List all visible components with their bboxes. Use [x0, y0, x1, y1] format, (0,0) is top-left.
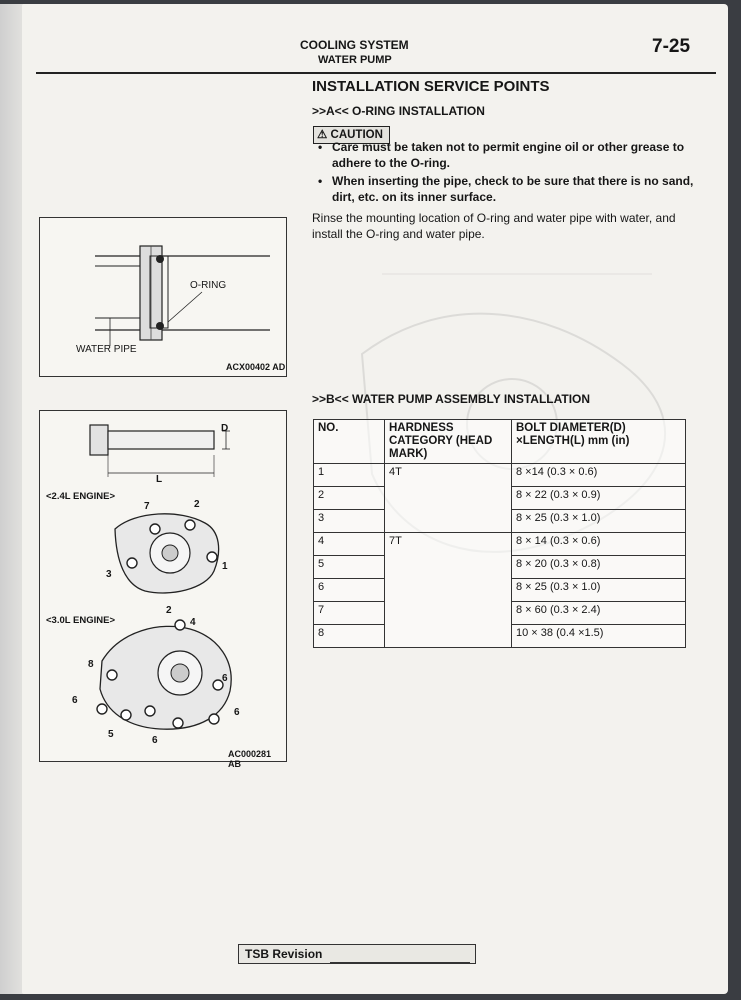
figure-code: ACX00402 AD — [226, 362, 286, 372]
callout-30: 4 — [190, 617, 196, 628]
page-number: 7-25 — [652, 36, 691, 57]
callout-30: 2 — [166, 605, 172, 616]
dimension-l-label: L — [156, 474, 163, 485]
section-subtitle: WATER PUMP — [318, 54, 392, 66]
callout-30: 6 — [234, 707, 240, 718]
figure-code: AC000281 AB — [228, 749, 272, 769]
cell-no: 4 — [314, 533, 385, 556]
cell-size: 10 × 38 (0.4 ×1.5) — [512, 625, 686, 648]
cell-no: 5 — [314, 556, 385, 579]
table-row — [314, 625, 686, 648]
cell-size: 8 × 14 (0.3 × 0.6) — [512, 533, 686, 556]
oring-label: O-RING — [190, 280, 227, 291]
pump-assembly-heading: >>B<< WATER PUMP ASSEMBLY INSTALLATION — [312, 392, 591, 406]
callout-30: 8 — [88, 659, 94, 670]
cell-size: 8 × 25 (0.3 × 1.0) — [512, 579, 686, 602]
cell-no: 2 — [314, 487, 385, 510]
callout-30: 6 — [72, 695, 78, 706]
cell-no: 7 — [314, 602, 385, 625]
cell-no: 3 — [314, 510, 385, 533]
tsb-revision-line — [330, 962, 470, 963]
cell-size: 8 ×14 (0.3 × 0.6) — [512, 464, 686, 487]
col-bolt-size: BOLT DIAMETER(D) ×LENGTH(L) mm (in) — [512, 420, 686, 464]
cell-hardness: 7T — [385, 533, 512, 556]
cell-hardness — [385, 602, 512, 625]
table-row — [314, 510, 686, 533]
table-row — [314, 602, 686, 625]
warning-triangle-icon: ⚠ — [317, 129, 328, 141]
caution-label: CAUTION — [330, 129, 383, 141]
water-pump-bolt-figure — [39, 410, 287, 769]
bolt-spec-table — [313, 419, 686, 648]
cell-no: 6 — [314, 579, 385, 602]
installation-title: INSTALLATION SERVICE POINTS — [312, 78, 550, 95]
oring-instructions: Rinse the mounting location of O-ring and water pipe with water, and install the O-ring and water pipe. — [312, 211, 676, 241]
cell-hardness — [385, 510, 512, 533]
water-pipe-label: WATER PIPE — [76, 344, 137, 355]
table-row — [314, 464, 686, 487]
col-hardness: HARDNESS CATEGORY (HEAD MARK) — [385, 420, 512, 464]
dimension-d-label: D — [221, 423, 229, 434]
callout-30: 5 — [108, 729, 114, 740]
bolt-and-pump-diagram — [40, 411, 286, 761]
callout-24: 3 — [106, 569, 112, 580]
cell-hardness — [385, 579, 512, 602]
callout-24: 1 — [222, 561, 228, 572]
caution-list — [316, 139, 696, 207]
table-row — [314, 487, 686, 510]
cell-hardness — [385, 625, 512, 648]
cell-size: 8 × 22 (0.3 × 0.9) — [512, 487, 686, 510]
header-rule — [36, 72, 716, 74]
cell-no: 1 — [314, 464, 385, 487]
callout-30: 6 — [152, 735, 158, 746]
cell-size: 8 × 20 (0.3 × 0.8) — [512, 556, 686, 579]
tsb-revision-box: TSB Revision — [238, 944, 476, 964]
table-row — [314, 533, 686, 556]
cell-size: 8 × 60 (0.3 × 2.4) — [512, 602, 686, 625]
table-row — [314, 579, 686, 602]
engine-24-label: <2.4L ENGINE> — [46, 491, 115, 502]
cell-no: 8 — [314, 625, 385, 648]
caution-item: • When inserting the pipe, check to be sure that there is no sand, dirt, etc. on its inner surface. — [316, 173, 696, 205]
oring-figure — [39, 217, 287, 377]
section-title: COOLING SYSTEM — [300, 38, 409, 52]
table-row — [314, 556, 686, 579]
cell-hardness: 4T — [385, 464, 512, 487]
callout-24: 7 — [144, 501, 150, 512]
engine-30-label: <3.0L ENGINE> — [46, 615, 115, 626]
callout-24: 2 — [194, 499, 200, 510]
col-no: NO. — [314, 420, 385, 464]
callout-30: 6 — [222, 673, 228, 684]
caution-item: • Care must be taken not to permit engine oil or other grease to adhere to the O-ring. — [316, 139, 696, 171]
oring-heading: >>A<< O-RING INSTALLATION — [312, 104, 485, 118]
bleed-through-text — [182, 80, 188, 106]
table-header-row — [314, 420, 686, 464]
cell-size: 8 × 25 (0.3 × 1.0) — [512, 510, 686, 533]
cell-hardness — [385, 487, 512, 510]
cell-hardness — [385, 556, 512, 579]
